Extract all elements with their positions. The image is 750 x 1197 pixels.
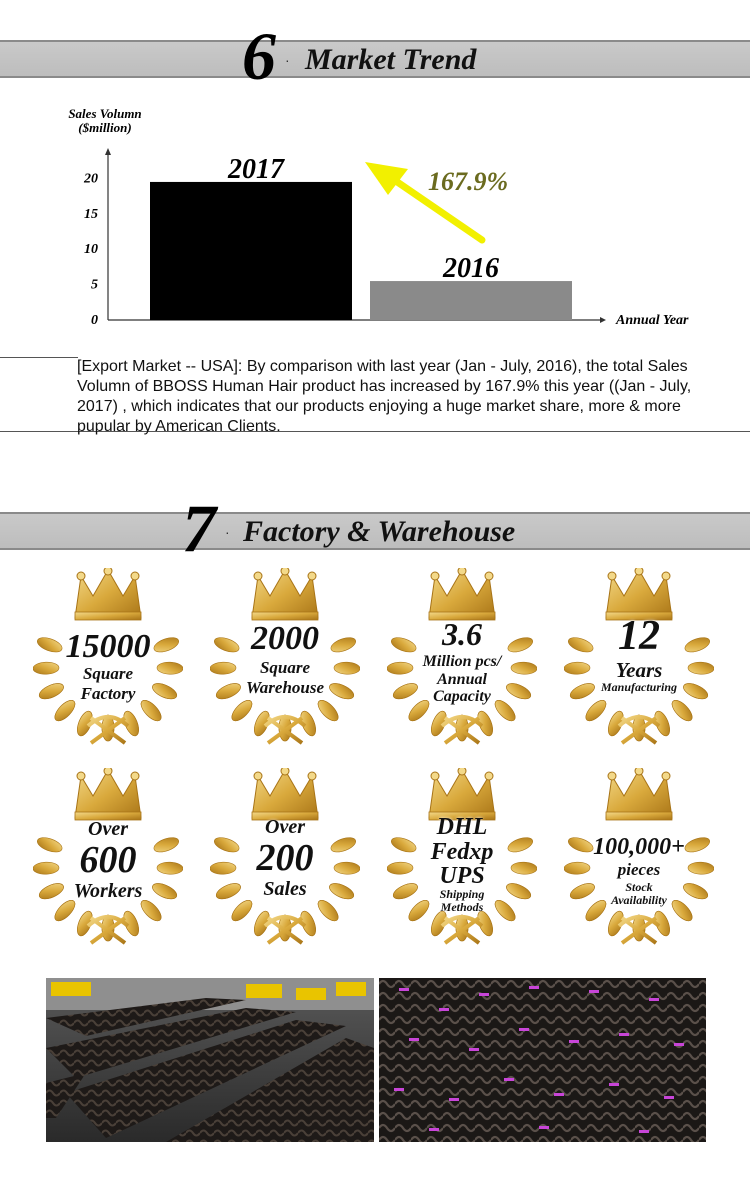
badge-label: Warehouse [245,678,325,697]
warehouse-photo [379,978,706,1142]
badge-workers [33,768,183,958]
badge-label: Over [88,818,128,840]
badge-label: Years [615,658,663,682]
badge-label: Million pcs/ [422,653,502,670]
section-banner-market-trend [0,18,750,94]
bar-label: 2016 [443,253,499,285]
factory-photo [46,978,374,1142]
badge-label: Factory [80,684,136,703]
growth-arrow-head-icon [365,162,408,195]
y-tick-label: 20 [84,171,98,187]
export-market-description: [Export Market -- USA]: By comparison with last year (Jan - July, 2016), the total Sales Volumn of BBOSS Human Hair product has increased by 167.9% this year ((Jan - July, 2017) , which indicates that our products enjoying a huge market share, more & more pupular by American Clients. [77,358,692,435]
badge-label: Methods [440,900,484,914]
badge-capacity [387,568,537,758]
y-tick-label: 5 [91,277,98,293]
badge-shipping [387,768,537,958]
section-title: Market Trend [305,43,477,76]
badge-label: Capacity [433,688,491,705]
badge-label: Square [82,664,134,683]
badge-value: 12 [618,613,660,659]
badge-label: Over [265,816,305,838]
sales-bar-chart [50,105,730,335]
badge-sales-staff [210,768,360,958]
badge-value: 15000 [65,628,151,665]
badge-label: Sales [263,878,307,900]
banner-dot: · [225,524,230,540]
badge-years [564,568,714,758]
bar-2016 [370,281,572,320]
badge-value: 2000 [251,620,319,657]
section-number: 7 [182,490,216,566]
badge-label: Shipping [439,887,485,901]
badge-label: Stock [625,880,653,894]
badge-value: 3.6 [442,616,482,652]
y-tick-label: 0 [91,313,98,328]
x-axis-label: Annual Year [616,313,689,328]
bar-label: 2017 [228,153,284,185]
badge-label: Manufacturing [600,680,678,694]
banner-dot: · [285,52,290,68]
badge-warehouse-area [210,568,360,758]
badge-factory-area [33,568,183,758]
badge-value: 100,000+ [593,834,685,860]
badge-label: Square [259,658,311,677]
badge-label: Availability [611,893,667,907]
badge-label: pieces [617,860,661,879]
badge-stock [564,768,714,958]
y-tick-label: 15 [84,206,98,222]
section-banner-factory [0,490,750,566]
y-axis-arrow-icon [105,148,111,155]
section-title: Factory & Warehouse [243,515,516,548]
badge-label: Annual [437,671,487,688]
badge-value: 600 [79,839,137,881]
badge-value: DHL [436,814,488,840]
badge-value: UPS [439,863,485,889]
badge-value: 200 [256,837,314,879]
divider-top [0,357,78,358]
y-axis-label: Sales Volumn [68,106,142,121]
y-tick-label: 10 [84,242,98,258]
badge-value: Fedxp [430,839,494,865]
y-axis-label: ($million) [78,120,132,135]
section-number: 6 [242,18,276,94]
bar-2017 [150,182,352,320]
x-axis-arrow-icon [600,317,606,323]
growth-percentage: 167.9% [428,167,509,196]
badge-label: Workers [73,880,143,902]
